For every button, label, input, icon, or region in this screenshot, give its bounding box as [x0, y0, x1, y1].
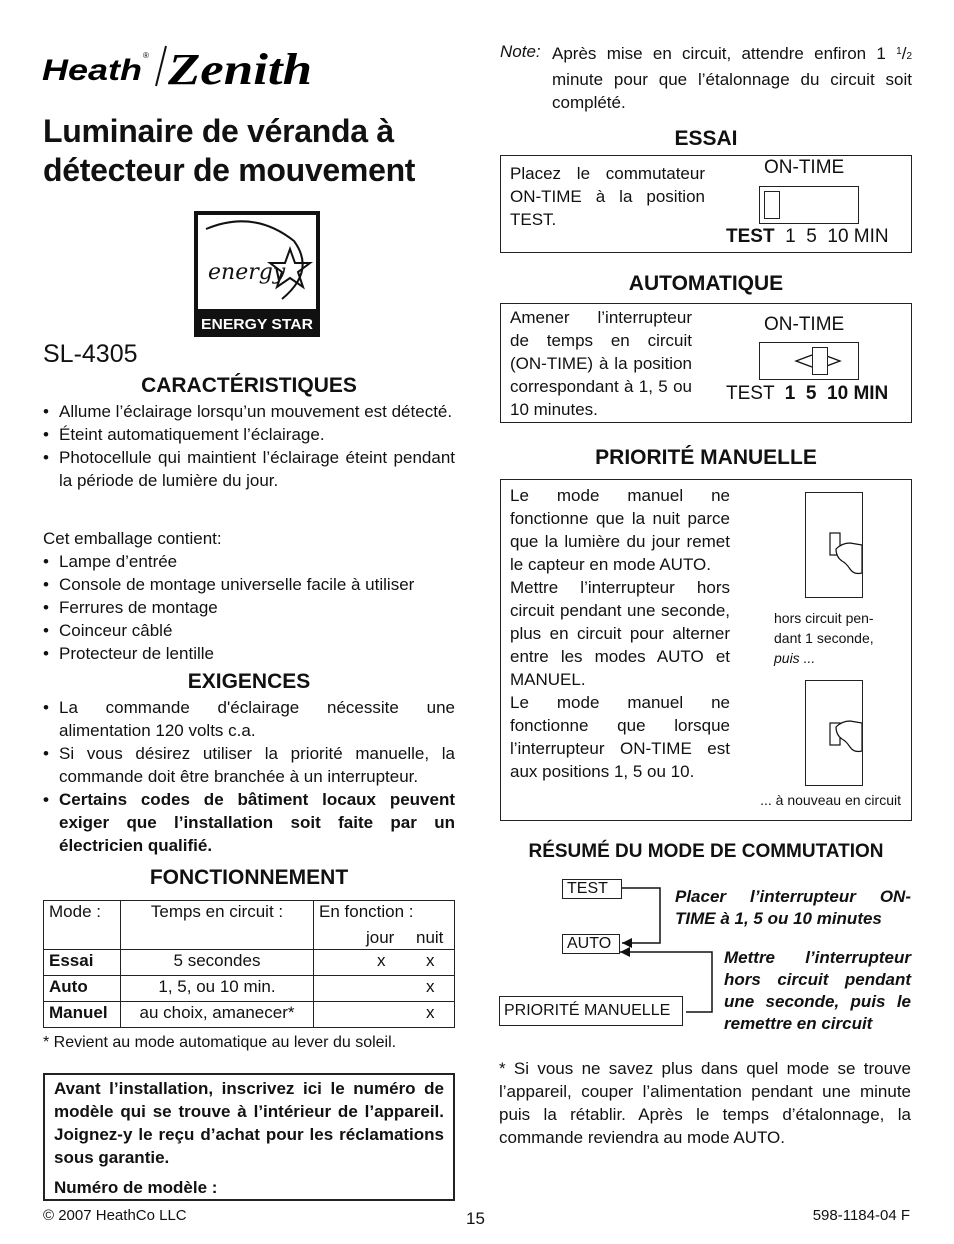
header-mode: Mode :	[44, 901, 121, 950]
automatique-text: Amener l’interrupteur de temps en circuit (ON-TIME) à la position correspondant à 1, 5 ou 10 minutes.	[510, 308, 692, 419]
heading-exigences: EXIGENCES	[187, 670, 311, 693]
ontime-switch-test[interactable]	[759, 186, 859, 224]
list-item: • La commande d'éclairage nécessite une alimentation 120 volts c.a.	[43, 696, 455, 742]
list-item: • Allume l’éclairage lorsqu’un mouvement est détecté.	[43, 400, 455, 423]
essai-box	[500, 155, 912, 253]
page-title: Luminaire de véranda à détecteur de mouvement	[43, 113, 416, 188]
install-note-box	[43, 1073, 455, 1201]
switch-knob[interactable]	[812, 347, 828, 375]
list-item: • Lampe d’entrée	[43, 550, 463, 573]
energy-star-logo	[194, 211, 320, 337]
fonctionnement-table	[43, 900, 455, 1028]
list-item: • Coinceur câblé	[43, 619, 463, 642]
header-enfonction: En fonction : jour nuit	[314, 901, 455, 950]
page-number: 15	[466, 1209, 485, 1228]
list-item: • Éteint automatiquement l’éclairage.	[43, 423, 455, 446]
heading-automatique: AUTOMATIQUE	[628, 272, 784, 295]
caption-off: hors circuit pen- dant 1 seconde, puis ...	[774, 610, 874, 666]
slide-arrows-icon	[760, 343, 858, 379]
calibration-note: Note: Après mise en circuit, attendre enfiron 1 $^1$/2 minute pour que l’étalonnage du circuit soit complété.	[500, 42, 912, 112]
logo-registered-mark: ®	[143, 51, 149, 60]
reset-footnote: * Si vous ne savez plus dans quel mode se trouve l’appareil, couper l’alimentation pendant une minute puis la rétablir. Après le temps d’étalonnage, la commande reviendra au mode AUTO.	[499, 1059, 911, 1147]
doc-number: 598-1184-04 F	[812, 1207, 910, 1224]
energy-word: energy	[208, 260, 286, 285]
logo-heath-text: Heath	[42, 54, 142, 87]
model-number-label: Numéro de modèle :	[54, 1178, 218, 1197]
wall-switch-off-illustration	[805, 492, 863, 598]
hand-switch-on-icon	[806, 681, 862, 785]
heading-priorite-manuelle: PRIORITÉ MANUELLE	[595, 446, 817, 469]
list-item: • Si vous désirez utiliser la priorité manuelle, la commande doit être branchée à un interrupteur.	[43, 742, 455, 788]
heading-essai: ESSAI	[674, 127, 738, 150]
switch-knob[interactable]	[764, 191, 780, 219]
energy-star-label: ENERGY STAR	[201, 316, 314, 333]
table-row: Auto 1, 5, ou 10 min. x	[44, 976, 455, 1002]
table-header-row	[44, 901, 455, 950]
essai-text: Placez le commutateur ON-TIME à la position TEST.	[510, 164, 705, 229]
list-item: • Photocellule qui maintient l’éclairage éteint pendant la période de lumière du jour.	[43, 446, 455, 492]
mode-label-priorite: PRIORITÉ MANUELLE	[499, 996, 683, 1026]
header-jour: jour	[366, 928, 395, 947]
heath-zenith-logo	[42, 42, 314, 90]
list-item: • Console de montage universelle facile à utiliser	[43, 573, 463, 596]
header-temps: Temps en circuit :	[121, 901, 314, 950]
list-item: • Protecteur de lentille	[43, 642, 463, 665]
caracteristiques-list	[43, 400, 455, 492]
list-item: • Certains codes de bâtiment locaux peuvent exiger que l’installation soit faite par un électricien qualifié.	[43, 788, 455, 857]
model-number: SL-4305	[43, 340, 138, 368]
heading-caracteristiques: CARACTÉRISTIQUES	[141, 374, 357, 397]
header-nuit: nuit	[416, 928, 444, 947]
footer-copyright: © 2007 HeathCo LLC	[43, 1207, 187, 1224]
priorite-text: Le mode manuel ne fonctionne que la nuit parce que la lumière du jour remet le capteur en mode AUTO. Mettre l’interrupteur hors circuit pendant une seconde, plus en circuit pour alterner entre les modes AUTO et MANUEL. Le mode manuel ne fonctionne que lorsque l’interrupteur ON-TIME est aux positions 1, 5 ou 10.	[510, 486, 730, 781]
wall-switch-on-illustration	[805, 680, 863, 786]
ontime-scale: TEST 1 5 10 MIN	[726, 226, 889, 247]
exigences-list	[43, 696, 455, 857]
emballage-list	[43, 550, 463, 665]
note-label: Note:	[500, 42, 541, 61]
instruction-off-on: Mettre l’interrupteur hors circuit pendant une seconde, puis le remettre en circuit	[724, 948, 911, 1033]
priorite-box	[500, 479, 912, 821]
mode-label-auto: AUTO	[562, 934, 620, 954]
heading-fonctionnement: FONCTIONNEMENT	[149, 866, 349, 889]
list-item: • Ferrures de montage	[43, 596, 463, 619]
heading-resume: RÉSUMÉ DU MODE DE COMMUTATION	[528, 841, 884, 862]
automatique-box	[500, 303, 912, 423]
table-row: Manuel au choix, amanecer* x	[44, 1002, 455, 1028]
ontime-switch-auto[interactable]	[759, 342, 859, 380]
ontime-label: ON-TIME	[764, 314, 845, 335]
install-note-text: Avant l’installation, inscrivez ici le numéro de modèle qui se trouve à l’intérieur de l’appareil. Joignez-y le reçu d’achat pour les réclamations sous garantie.	[54, 1079, 444, 1167]
ontime-scale: TEST 1 5 10 MIN	[726, 383, 889, 404]
ontime-label: ON-TIME	[764, 157, 845, 178]
emballage-intro: Cet emballage contient:	[43, 529, 222, 548]
table-row: Essai 5 secondes x x	[44, 950, 455, 976]
mode-label-test: TEST	[562, 879, 622, 899]
hand-switch-off-icon	[806, 493, 862, 597]
instruction-ontime: Placer l’interrupteur ON-TIME à 1, 5 ou 10 minutes	[675, 887, 911, 928]
logo-zenith-text: Zenith	[166, 45, 312, 90]
table-footnote: * Revient au mode automatique au lever du soleil.	[43, 1034, 397, 1051]
caption-on: ... à nouveau en circuit	[760, 792, 901, 808]
